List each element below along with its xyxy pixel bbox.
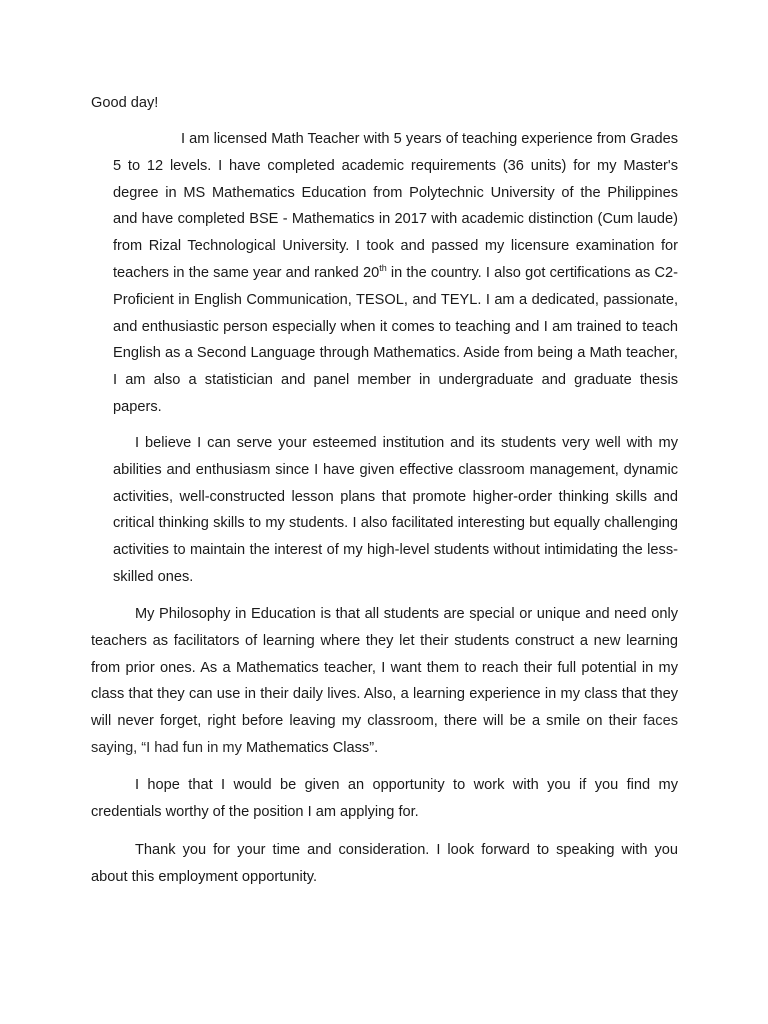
paragraph-hope: I hope that I would be given an opportunity to work with you if you find my credentials worthy of the position I am applying for.	[91, 777, 678, 820]
paragraph-philosophy-quote-end: Mathematics Class”.	[245, 739, 379, 756]
ordinal-suffix: th	[379, 263, 387, 274]
paragraph-teaching-abilities: I believe I can serve your esteemed institution and its students very well with my abilities and enthusiasm since I have given effective classroom management, dynamic activities, well-constructed lesson plans that promote higher-order thinking skills and critical thinking skills to my students. I also facilitated interesting but equally challenging activities to maintain the interest of my high-level students without intimidating the less-skilled ones.	[113, 435, 678, 585]
paragraph-philosophy-quote: faces saying, “I had fun in my	[91, 713, 678, 756]
paragraph-qualifications	[113, 126, 678, 421]
paragraph-philosophy	[91, 601, 678, 762]
paragraph-qualifications-text-2: in the country. I also got certifications as C2-Proficient in English Communication, TESOL, and TEYL. I am a dedicated, passionate, and enthusiastic person especially when it comes to teaching and I am trained to teach English as a Second Language through Mathematics. Aside from being a Math teacher, I am also a statistician and panel member in undergraduate and graduate thesis papers.	[113, 264, 678, 415]
paragraph-qualifications-text-1: I am licensed Math Teacher with 5 years of teaching experience from Grades 5 to 12 levels. I have completed academic requirements (36 units) for my Master's degree in MS Mathematics Education from Polytechnic University of the Philippines and have completed BSE - Mathematics in 2017 with academic distinction (Cum laude) from Rizal Technological University. I took and passed my licensure examination for teachers in the same year and ranked 20	[113, 131, 678, 281]
paragraph-philosophy-text: My Philosophy in Education is that all students are special or unique and need only teachers as facilitators of learning where they let their students construct a new learning from prior ones. As a Mathematics teacher, I want them to reach their full potential in my class that they can use in their daily lives. Also, a learning experience in my class that they will never forget, right before leaving my classroom, there will be a smile on their	[91, 606, 678, 730]
greeting: Good day!	[91, 95, 159, 111]
paragraph-closing: Thank you for your time and consideration. I look forward to speaking with you about this employment opportunity.	[91, 842, 678, 885]
